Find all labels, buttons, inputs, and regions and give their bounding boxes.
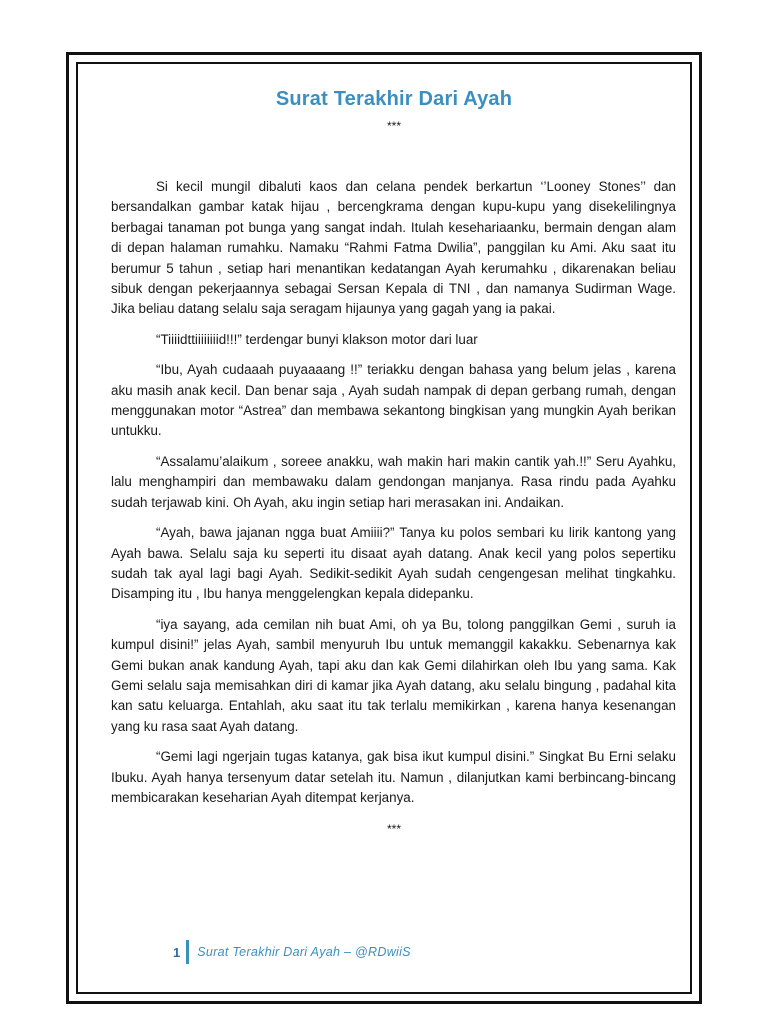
document-page: [111, 88, 677, 836]
document-title: Surat Terakhir Dari Ayah: [275, 88, 513, 110]
document-body: [111, 177, 676, 808]
page-number: 1: [173, 944, 181, 960]
separator-top: ***: [386, 119, 401, 133]
footer-text: Surat Terakhir Dari Ayah – @RDwiiS: [197, 945, 411, 959]
paragraph: “iya sayang, ada cemilan nih buat Ami, oh ya Bu, tolong panggilkan Gemi , suruh ia kumpul disini!” jelas Ayah, sambil menyuruh Ibu untuk memanggil kakakku. Sebenarnya kak Gemi bukan anak kandung Ayah, tapi aku dan kak Gemi dilahirkan oleh Ibu yang sama. Kak Gemi selalu saja memisahkan diri di kamar jika Ayah datang, aku selalu bingung , padahal kita kan satu keluarga. Entahlah, aku saat itu tak terlalu memikirkan , karena hanya kesenangan yang ku rasa saat Ayah datang.: [111, 616, 676, 734]
paragraph: “Assalamu’alaikum , soreee anakku, wah makin hari makin cantik yah.!!” Seru Ayahku, lalu menghampiri dan membawaku dalam gendongan manjanya. Rasa rindu pada Ayahku sudah terjawab kini. Oh Ayah, aku ingin setiap hari merasakan ini. Andaikan.: [111, 453, 676, 510]
paragraph: “Gemi lagi ngerjain tugas katanya, gak bisa ikut kumpul disini.” Singkat Bu Erni selaku Ibuku. Ayah hanya tersenyum datar setelah itu. Namun , dilanjutkan kami berbincang-bincang membicarakan keseharian Ayah ditempat kerjanya.: [111, 749, 676, 805]
separator-bottom: ***: [386, 822, 401, 837]
paragraph: “Tiiiidttiiiiiiiid!!!” terdengar bunyi klakson motor dari luar: [156, 331, 478, 347]
paragraph: “Ibu, Ayah cudaaah puyaaaang !!” teriakku dengan bahasa yang belum jelas , karena aku masih anak kecil. Dan benar saja , Ayah sudah nampak di depan gerbang rumah, dengan menggunakan motor “Astrea” dan membawa sekantong bingkisan yang mungkin Ayah berikan untukku.: [111, 362, 676, 439]
footer-divider: [186, 940, 189, 964]
paragraph: “Ayah, bawa jajanan ngga buat Amiiii?” Tanya ku polos sembari ku lirik kantong yang Ayah bawa. Selalu saja ku seperti itu disaat ayah datang. Anak kecil yang polos sepertiku sudah tak ayal lagi bagi Ayah. Sedikit-sedikit Ayah sudah cengengesan melihat tingkahku. Disamping itu , Ibu hanya menggelengkan kepala didepanku.: [111, 525, 676, 602]
page-footer: [173, 940, 411, 964]
paragraph: Si kecil mungil dibaluti kaos dan celana pendek berkartun ‘’Looney Stones’’ dan bersandalkan gambar katak hijau , bercengkrama dengan kupu-kupu yang disekelilingnya berbagai tanaman pot bunga yang sangat indah. Itulah kesehariaanku, bermain dengan alam di depan halaman rumahku. Namaku “Rahmi Fatma Dwilia”, panggilan ku Ami. Aku saat itu berumur 5 tahun , setiap hari menantikan kedatangan Ayah kerumahku , dikarenakan beliau sibuk dengan pekerjaannya sebagai Sersan Kepala di TNI , dan namanya Sudirman Wage. Jika beliau datang selalu saja seragam hijaunya yang gagah yang ia pakai.: [111, 179, 676, 317]
